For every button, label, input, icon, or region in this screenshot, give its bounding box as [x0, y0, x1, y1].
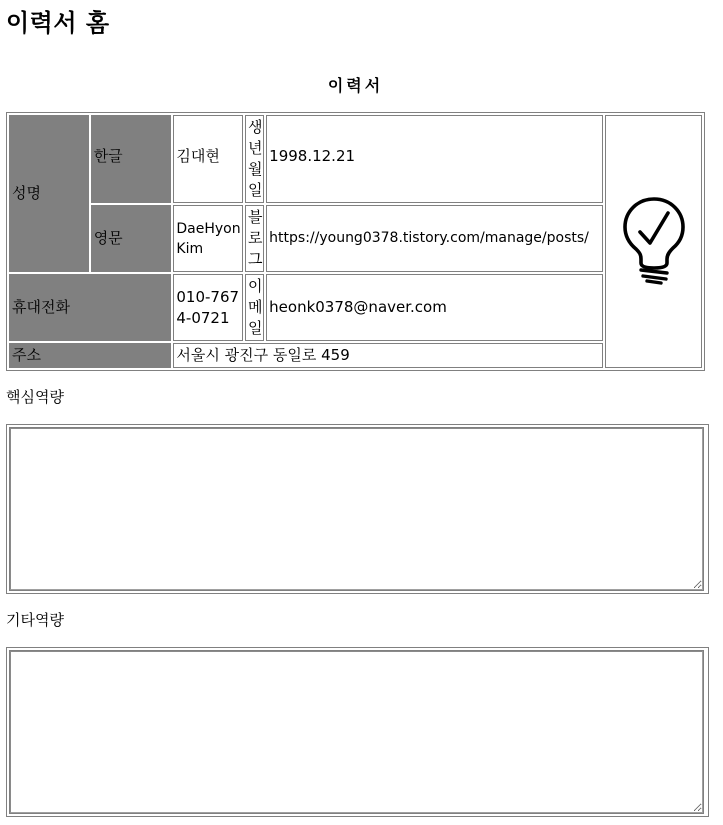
other-competency-textarea[interactable]: [10, 651, 703, 813]
address-header: 주소: [9, 343, 171, 368]
email-value: heonk0378@naver.com: [266, 274, 603, 341]
name-header: 성명: [9, 115, 89, 272]
photo-cell: [605, 115, 702, 368]
core-competency-frame: [9, 427, 704, 591]
birth-header-char: 년: [248, 139, 263, 157]
blog-header-char: 로: [248, 229, 263, 247]
blog-header-char: 블: [248, 208, 263, 226]
core-competency-textarea[interactable]: [10, 428, 703, 590]
phone-header: 휴대전화: [9, 274, 171, 341]
korean-name-value: 김대현: [173, 115, 243, 203]
birth-header-char: 일: [248, 181, 263, 199]
phone-value: 010-7674-0721: [173, 274, 243, 341]
english-name-header: 영문: [91, 205, 172, 272]
english-name-value: DaeHyon Kim: [173, 205, 243, 272]
lightbulb-check-icon: [619, 193, 689, 285]
address-value: 서울시 광진구 동일로 459: [173, 343, 603, 368]
email-header: [245, 274, 264, 341]
birth-date-header: [245, 115, 264, 203]
birth-header-char: 생: [248, 118, 263, 136]
email-header-char: 이: [248, 277, 263, 295]
resume-table: [6, 112, 705, 371]
email-header-char: 일: [248, 319, 263, 337]
email-header-char: 메: [248, 298, 263, 316]
korean-name-header: 한글: [91, 115, 172, 203]
core-competency-label: 핵심역량: [6, 388, 64, 406]
other-competency-box: [6, 647, 709, 817]
other-competency-frame: [9, 650, 704, 814]
core-competency-box: [6, 424, 709, 594]
blog-url-value: https://young0378.tistory.com/manage/posts/: [266, 205, 603, 272]
resume-caption: 이력서: [327, 76, 384, 95]
birth-header-char: 월: [248, 160, 263, 178]
birth-date-value: 1998.12.21: [266, 115, 603, 203]
blog-header-char: 그: [248, 250, 263, 268]
blog-header: [245, 205, 264, 272]
page-title: 이력서 홈: [6, 9, 110, 37]
other-competency-label: 기타역량: [6, 611, 64, 629]
